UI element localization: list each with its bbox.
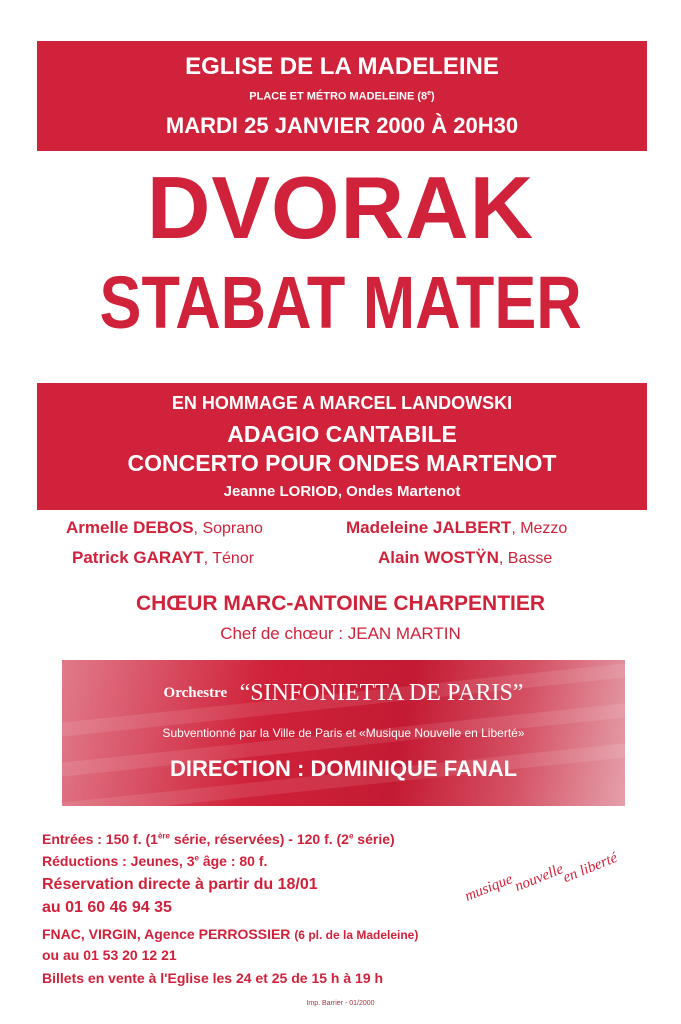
choir-chef: Chef de chœur : JEAN MARTIN — [220, 624, 461, 643]
concerto-title: CONCERTO POUR ONDES MARTENOT — [127, 450, 557, 476]
orchestra-name: “SINFONIETTA DE PARIS” — [239, 680, 524, 706]
work-title: STABAT MATER — [99, 261, 582, 344]
soloist-debos: Armelle DEBOS, Soprano — [66, 518, 263, 537]
adagio-title: ADAGIO CANTABILE — [227, 421, 457, 447]
logo-word-1: musique — [462, 871, 515, 905]
direction: DIRECTION : DOMINIQUE FANAL — [169, 756, 518, 781]
entrees-line: Entrées : 150 f. (1ère série, réservées) - 120 f. (2e série) — [42, 831, 395, 847]
phone2-line: ou au 01 53 20 12 21 — [42, 947, 177, 963]
header-band — [37, 41, 647, 151]
orchestra-line: Orchestre “SINFONIETTA DE PARIS” — [163, 680, 524, 706]
reductions-line: Réductions : Jeunes, 3e âge : 80 f. — [42, 853, 268, 869]
agencies-line: FNAC, VIRGIN, Agence PERROSSIER (6 pl. de la Madeleine) — [42, 926, 419, 942]
composer-title: DVORAK — [146, 158, 535, 257]
soloist-loriod: Jeanne LORIOD, Ondes Martenot — [223, 483, 461, 500]
concert-date: MARDI 25 JANVIER 2000 À 20H30 — [165, 113, 519, 138]
orchestra-subsidy: Subventionné par la Ville de Paris et «Musique Nouvelle en Liberté» — [162, 726, 525, 740]
venue-place: PLACE ET MÉTRO MADELEINE (8e) — [249, 90, 435, 103]
logo-word-3: en liberté — [560, 849, 620, 887]
choir-name: CHŒUR MARC-ANTOINE CHARPENTIER — [135, 592, 546, 615]
soloist-wostyn: Alain WOSTŸN, Basse — [378, 548, 553, 567]
reservation-line: Réservation directe à partir du 18/01 — [42, 876, 318, 893]
logo-word-2: nouvelle — [512, 861, 566, 895]
musique-nouvelle-logo — [462, 849, 652, 917]
venue-title: EGLISE DE LA MADELEINE — [185, 53, 499, 80]
printer-credit: Imp. Barrier - 01/2000 — [306, 1000, 375, 1007]
tribute-band — [37, 383, 647, 510]
orchestra-band — [62, 660, 625, 806]
tribute-line: EN HOMMAGE A MARCEL LANDOWSKI — [171, 393, 513, 413]
phone-line: au 01 60 46 94 35 — [42, 899, 172, 916]
soloist-garayt: Patrick GARAYT, Ténor — [72, 548, 255, 567]
billets-line: Billets en vente à l'Eglise les 24 et 25 de 15 h à 19 h — [42, 970, 384, 986]
soloist-jalbert: Madeleine JALBERT, Mezzo — [346, 518, 568, 537]
